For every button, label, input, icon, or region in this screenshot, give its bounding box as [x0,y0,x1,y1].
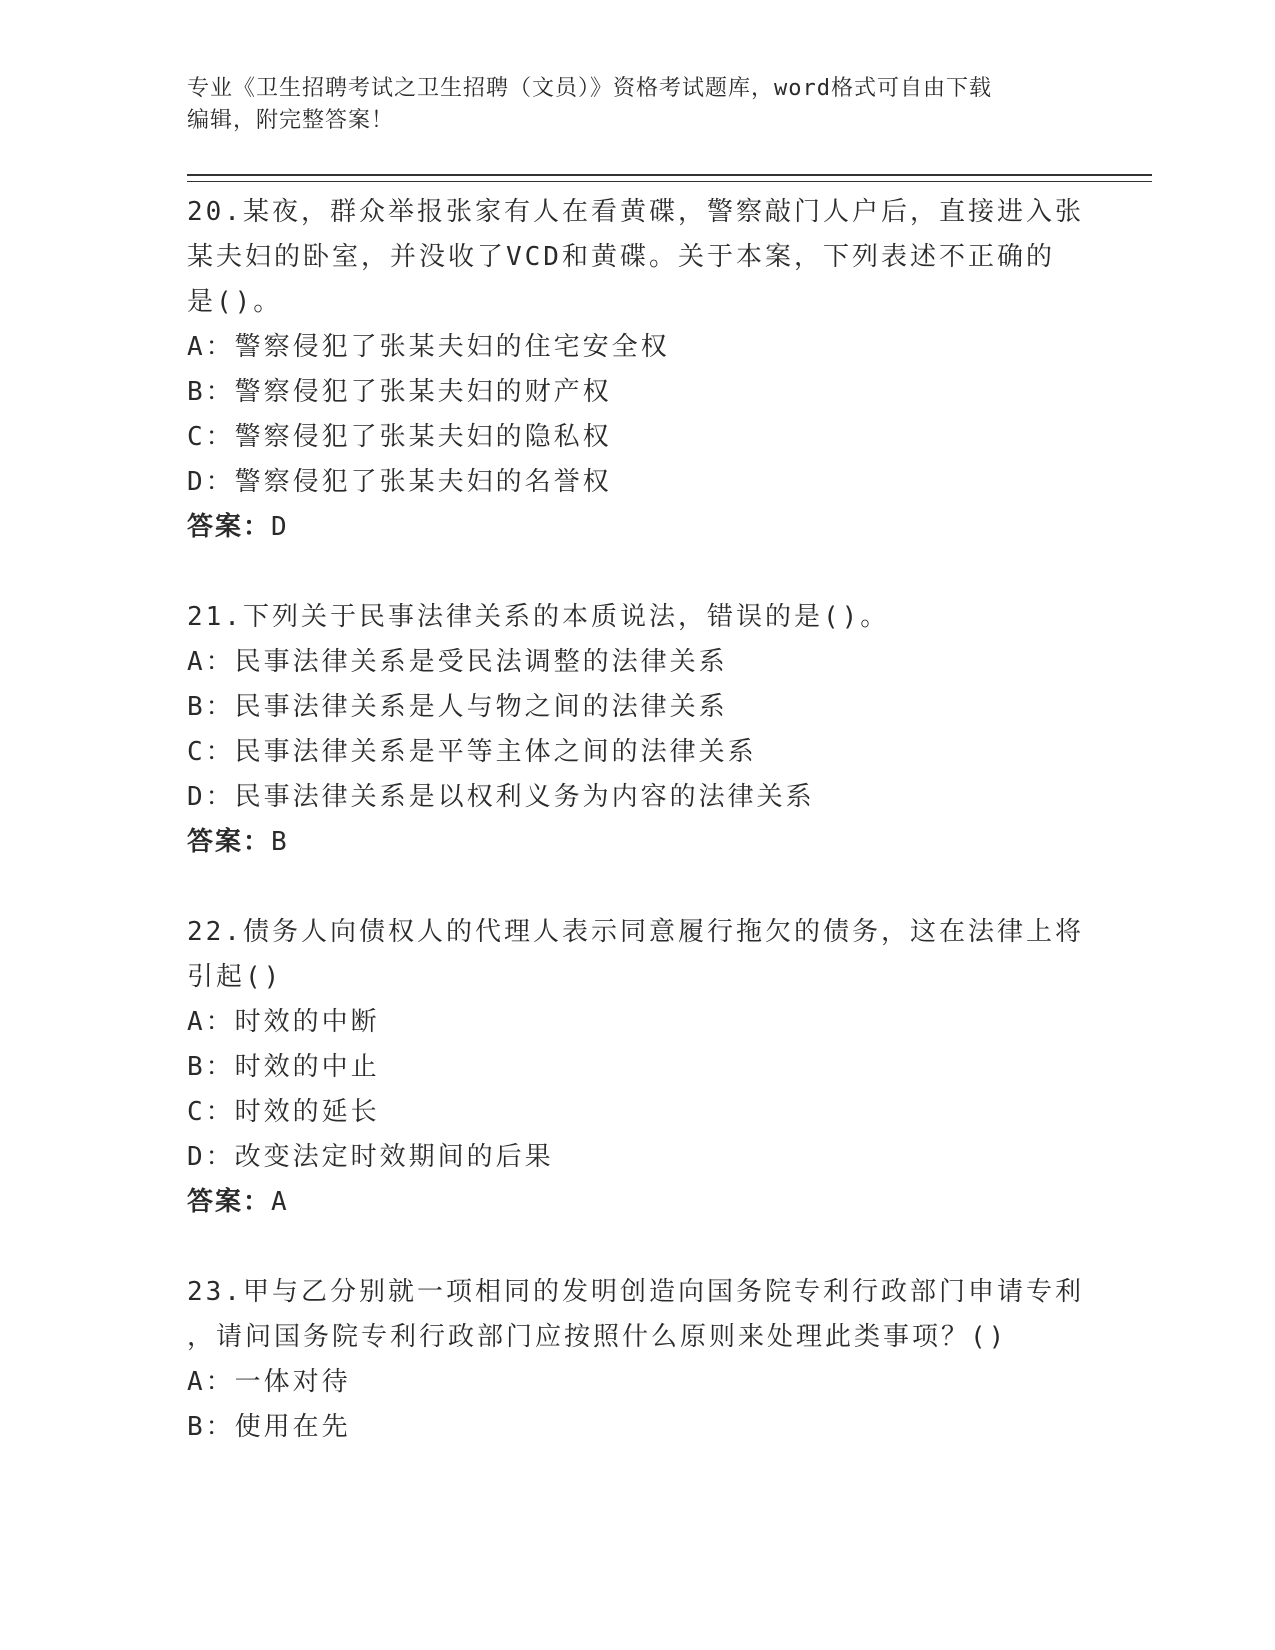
question-stem-line: 20.某夜，群众举报张家有人在看黄碟，警察敲门人户后，直接进入张 [187,197,1084,227]
question-stem-line: 引起() [187,962,283,992]
question-stem-line: 21.下列关于民事法律关系的本质说法，错误的是()。 [187,602,890,632]
question-stem-line: 23.甲与乙分别就一项相同的发明创造向国务院专利行政部门申请专利 [187,1277,1084,1307]
option-d: D：民事法律关系是以权利义务为内容的法律关系 [187,782,815,812]
question-23 [187,1270,1087,1450]
question-stem-line: ，请问国务院专利行政部门应按照什么原则来处理此类事项？() [187,1322,1008,1352]
question-stem-line: 22.债务人向债权人的代理人表示同意履行拖欠的债务，这在法律上将 [187,917,1084,947]
option-d: D：警察侵犯了张某夫妇的名誉权 [187,467,612,497]
answer-value: D [271,512,289,542]
answer-value: A [271,1187,289,1217]
option-c: C：时效的延长 [187,1097,380,1127]
option-a: A：时效的中断 [187,1007,380,1037]
header-line-2: 编辑，附完整答案！ [187,108,395,133]
answer-label: 答案： [187,512,272,542]
document-header [187,73,1087,137]
answer-line [187,820,1087,865]
option-a: A：民事法律关系是受民法调整的法律关系 [187,647,728,677]
question-22 [187,910,1087,1225]
answer-line [187,1180,1087,1225]
option-d: D：改变法定时效期间的后果 [187,1142,554,1172]
question-20 [187,190,1087,550]
question-list [187,190,1087,1450]
option-b: B：警察侵犯了张某夫妇的财产权 [187,377,612,407]
spacer [187,1225,1087,1270]
spacer [187,865,1087,910]
spacer [187,550,1087,595]
answer-line [187,505,1087,550]
option-b: B：时效的中止 [187,1052,380,1082]
answer-label: 答案： [187,1187,272,1217]
option-b: B：民事法律关系是人与物之间的法律关系 [187,692,728,722]
option-c: C：民事法律关系是平等主体之间的法律关系 [187,737,757,767]
header-divider-thin [187,181,1152,182]
option-a: A：警察侵犯了张某夫妇的住宅安全权 [187,332,670,362]
answer-label: 答案： [187,827,272,857]
question-21 [187,595,1087,865]
question-stem-line: 是()。 [187,287,283,317]
option-b: B：使用在先 [187,1412,351,1442]
option-c: C：警察侵犯了张某夫妇的隐私权 [187,422,612,452]
answer-value: B [271,827,289,857]
header-line-1: 专业《卫生招聘考试之卫生招聘（文员）》资格考试题库，word格式可自由下载 [187,76,992,101]
option-a: A：一体对待 [187,1367,351,1397]
question-stem-line: 某夫妇的卧室，并没收了VCD和黄碟。关于本案，下列表述不正确的 [187,242,1055,272]
header-divider-thick [187,174,1152,176]
